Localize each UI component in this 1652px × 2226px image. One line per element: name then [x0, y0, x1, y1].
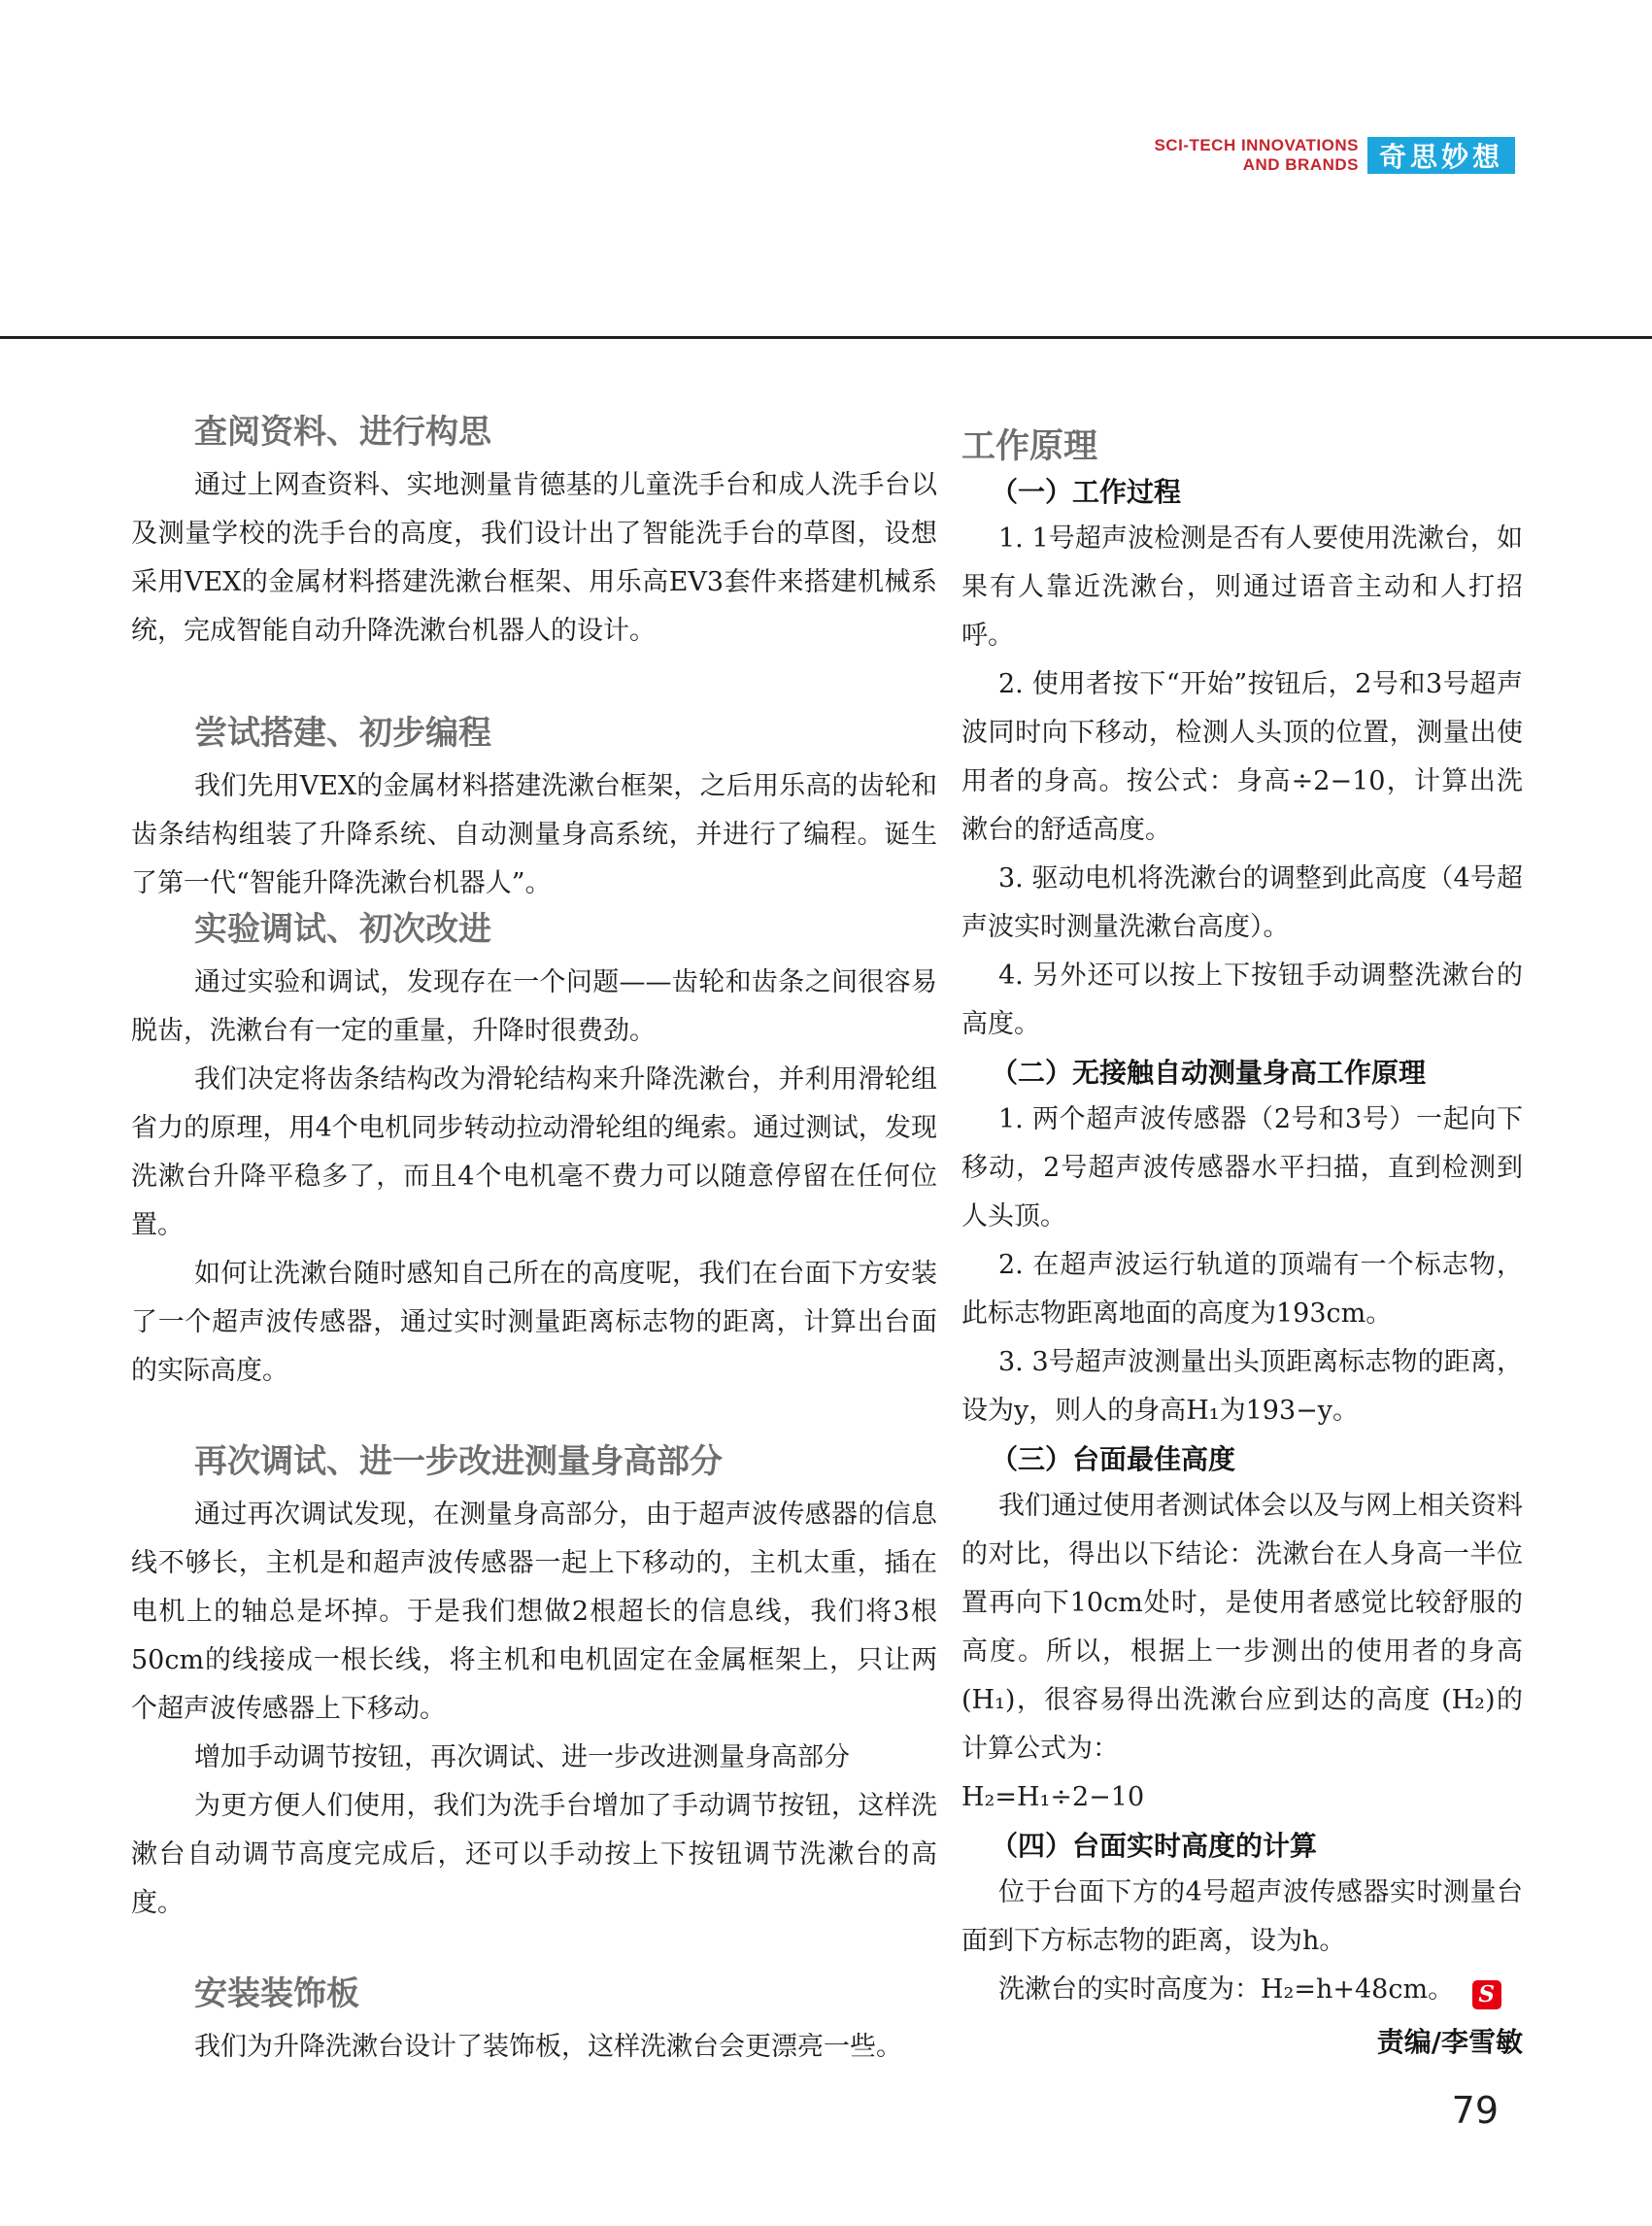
paragraph: 通过再次调试发现，在测量身高部分，由于超声波传感器的信息线不够长，主机是和超声波传感器一起上下移动的，主机太重，插在电机上的轴总是坏掉。于是我们想做2根超长的信息线，我们将3根50cm的线接成一根长线，将主机和电机固定在金属框架上，只让两个超声波传感器上下移动。 [131, 1500, 937, 1724]
section-heading: 再次调试、进一步改进测量身高部分 [194, 1442, 723, 1481]
paragraph: 我们为升降洗漱台设计了装饰板，这样洗漱台会更漂亮一些。 [194, 2032, 902, 2062]
paragraph: 3. 3号超声波测量出头顶距离标志物的距离，设为y，则人的身高H₁为193−y。 [961, 1347, 1523, 1426]
paragraph: 位于台面下方的4号超声波传感器实时测量台面到下方标志物的距离，设为h。 [961, 1877, 1523, 1956]
paragraph: 增加手动调节按钮，再次调试、进一步改进测量身高部分 [194, 1742, 850, 1772]
paragraph: 3. 驱动电机将洗漱台的调整到此高度（4号超声波实时测量洗漱台高度）。 [961, 863, 1523, 942]
section-heading: 安装装饰板 [194, 1974, 359, 2013]
subsection-heading: （四）台面实时高度的计算 [991, 1830, 1318, 1862]
subsection-heading: （三）台面最佳高度 [991, 1443, 1236, 1475]
section-heading: 工作原理 [961, 427, 1098, 466]
subsection-heading: （二）无接触自动测量身高工作原理 [991, 1057, 1427, 1089]
header-english-line1: SCI-TECH INNOVATIONS [1154, 136, 1359, 154]
page-number: 79 [1451, 2089, 1499, 2132]
header-divider [0, 336, 1652, 339]
right-column [961, 425, 1523, 2065]
subsection-heading: （一）工作过程 [991, 476, 1182, 508]
section-badge: 奇思妙想 [1367, 137, 1515, 174]
left-column [131, 406, 937, 2072]
page-header [1154, 136, 1515, 175]
paragraph: 我们先用VEX的金属材料搭建洗漱台框架，之后用乐高的齿轮和齿条结构组装了升降系统、自动测量身高系统，并进行了编程。诞生了第一代“智能升降洗漱台机器人”。 [131, 771, 937, 898]
paragraph: 2. 使用者按下“开始”按钮后，2号和3号超声波同时向下移动，检测人头顶的位置，测量出使用者的身高。按公式：身高÷2−10，计算出洗漱台的舒适高度。 [961, 669, 1523, 845]
section-heading: 尝试搭建、初步编程 [194, 714, 491, 753]
section-heading: 实验调试、初次改进 [194, 910, 491, 949]
header-english-line2: AND BRANDS [1242, 155, 1359, 174]
paragraph: 为更方便人们使用，我们为洗手台增加了手动调节按钮，这样洗漱台自动调节高度完成后，还可以手动按上下按钮调节洗漱台的高度。 [131, 1791, 937, 1918]
editor-credit: 责编/李雪敏 [1376, 2026, 1523, 2058]
formula: H₂=H₁÷2−10 [961, 1782, 1145, 1812]
paragraph [961, 1966, 1523, 2014]
paragraph: 我们通过使用者测试体会以及与网上相关资料的对比，得出以下结论：洗漱台在人身高一半位置再向下10cm处时，是使用者感觉比较舒服的高度。所以，根据上一步测出的使用者的身高(H₁)，很容易得出洗漱台应到达的高度 (H₂)的计算公式为： [961, 1491, 1523, 1764]
paragraph-text: 洗漱台的实时高度为：H₂=h+48cm。 [998, 1974, 1455, 2005]
section-heading: 查阅资料、进行构思 [194, 413, 491, 452]
paragraph: 4. 另外还可以按上下按钮手动调整洗漱台的高度。 [961, 961, 1523, 1039]
paragraph: 我们决定将齿条结构改为滑轮结构来升降洗漱台，并利用滑轮组省力的原理，用4个电机同步转动拉动滑轮组的绳索。通过测试，发现洗漱台升降平稳多了，而且4个电机毫不费力可以随意停留在任何位置。 [131, 1064, 937, 1240]
header-english-title [1154, 136, 1359, 175]
paragraph: 1. 1号超声波检测是否有人要使用洗漱台，如果有人靠近洗漱台，则通过语音主动和人打招呼。 [961, 523, 1523, 651]
paragraph: 通过实验和调试，发现存在一个问题——齿轮和齿条之间很容易脱齿，洗漱台有一定的重量，升降时很费劲。 [131, 967, 937, 1046]
paragraph: 通过上网查资料、实地测量肯德基的儿童洗手台和成人洗手台以及测量学校的洗手台的高度，我们设计出了智能洗手台的草图，设想采用VEX的金属材料搭建洗漱台框架、用乐高EV3套件来搭建机械系统，完成智能自动升降洗漱台机器人的设计。 [131, 470, 937, 646]
article-end-icon: S [1472, 1980, 1501, 2009]
paragraph: 2. 在超声波运行轨道的顶端有一个标志物，此标志物距离地面的高度为193cm。 [961, 1250, 1523, 1329]
paragraph: 1. 两个超声波传感器（2号和3号）一起向下移动，2号超声波传感器水平扫描，直到检测到人头顶。 [961, 1104, 1523, 1231]
paragraph: 如何让洗漱台随时感知自己所在的高度呢，我们在台面下方安装了一个超声波传感器，通过实时测量距离标志物的距离，计算出台面的实际高度。 [131, 1259, 937, 1386]
